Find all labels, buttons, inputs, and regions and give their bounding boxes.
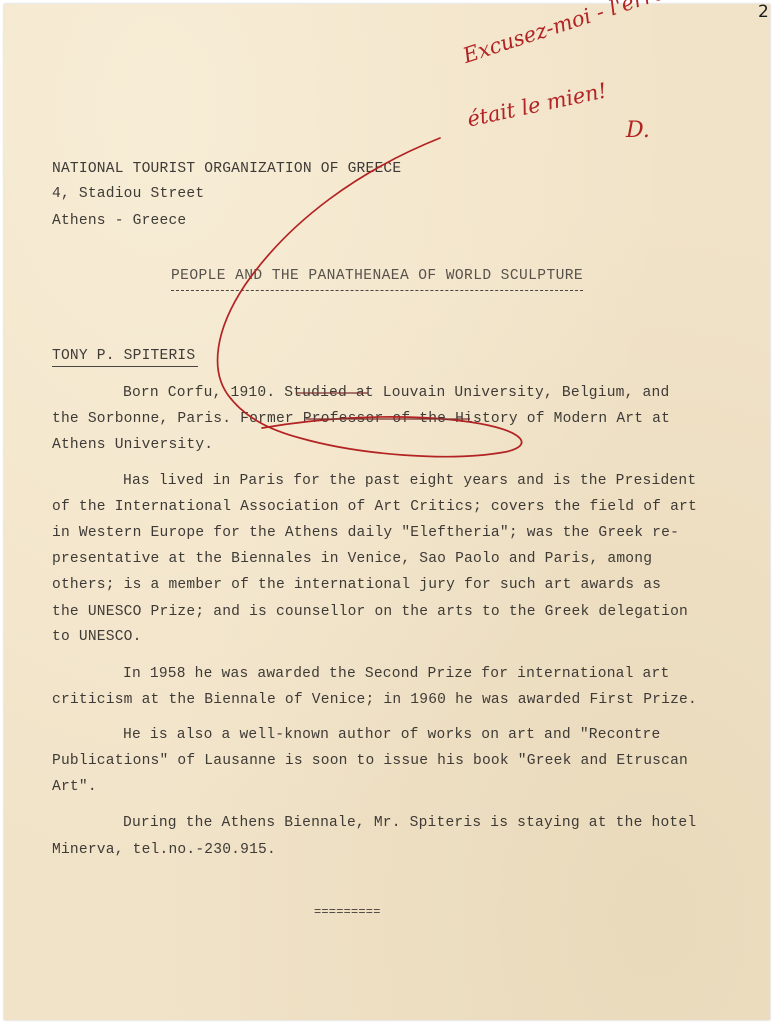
body-line: In 1958 he was awarded the Second Prize for international art [123, 666, 670, 682]
body-line: He is also a well-known author of works on art and "Recontre [123, 727, 661, 743]
end-mark: ========= [314, 905, 381, 919]
body-line: During the Athens Biennale, Mr. Spiteris is staying at the hotel [123, 815, 697, 831]
body-line: Born Corfu, 1910. Studied at Louvain University, Belgium, and [123, 385, 670, 401]
body-line: Art". [52, 779, 97, 795]
body-line: Minerva, tel.no.-230.915. [52, 842, 276, 858]
body-line: criticism at the Biennale of Venice; in 1960 he was awarded First Prize. [52, 692, 697, 708]
annotation-initial: D. [626, 118, 650, 143]
subject-underline [52, 366, 198, 367]
body-line: to UNESCO. [52, 629, 142, 645]
document-title: PEOPLE AND THE PANATHENAEA OF WORLD SCULPTURE [171, 268, 584, 284]
title-underline [171, 290, 583, 291]
body-line: others; is a member of the international jury for such art awards as [52, 577, 662, 593]
body-line: in Western Europe for the Athens daily "Eleftheria"; was the Greek re- [52, 525, 680, 541]
body-line: of the International Association of Art Critics; covers the field of art [52, 499, 697, 515]
body-line: the Sorbonne, Paris. Former Professor of the History of Modern Art at [52, 411, 671, 427]
body-line: the UNESCO Prize; and is counsellor on the arts to the Greek delegation [52, 604, 688, 620]
body-line: Has lived in Paris for the past eight years and is the President [123, 473, 697, 489]
body-line: Athens University. [52, 437, 214, 453]
header-organization: NATIONAL TOURIST ORGANIZATION OF GREECE [52, 161, 402, 177]
header-city: Athens - Greece [52, 213, 187, 229]
header-street: 4, Stadiou Street [52, 186, 205, 202]
annotation-line-2: était le mien! [465, 78, 609, 132]
body-line: Publications" of Lausanne is soon to issue his book "Greek and Etruscan [52, 753, 688, 769]
subject-name: TONY P. SPITERIS [52, 348, 196, 364]
page-number: 2 [758, 2, 769, 22]
body-line: presentative at the Biennales in Venice, Sao Paolo and Paris, among [52, 551, 653, 567]
